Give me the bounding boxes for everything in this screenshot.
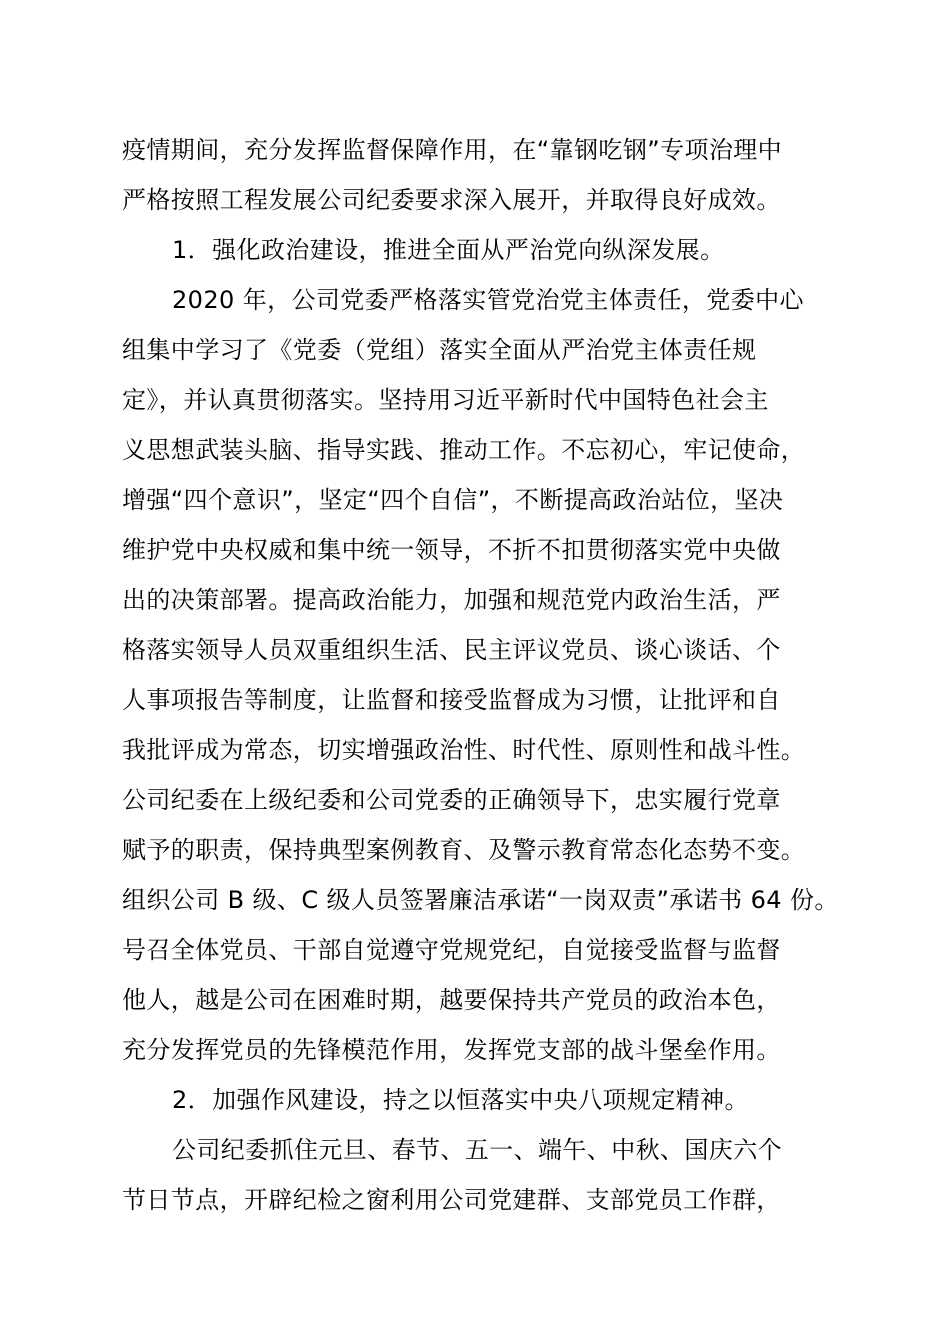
text-line: 他人，越是公司在困难时期，越要保持共产党员的政治本色， — [122, 986, 781, 1014]
text-line: 号召全体党员、干部自觉遵守党规党纪，自觉接受监督与监督 — [122, 936, 781, 964]
text-line: 公司纪委在上级纪委和公司党委的正确领导下，忠实履行党章 — [122, 786, 781, 814]
text-line: 增强“四个意识”，坚定“四个自信”，不断提高政治站位，坚决 — [122, 486, 784, 514]
text-line: 疫情期间，充分发挥监督保障作用，在“靠钢吃钢”专项治理中 — [122, 136, 783, 164]
section-heading-1: 1．强化政治建设，推进全面从严治党向纵深发展。 — [172, 236, 725, 264]
section-heading-2: 2．加强作风建设，持之以恒落实中央八项规定精神。 — [172, 1086, 749, 1114]
text-line: 格落实领导人员双重组织生活、民主评议党员、谈心谈话、个 — [122, 636, 781, 664]
text-line: 人事项报告等制度，让监督和接受监督成为习惯，让批评和自 — [122, 686, 781, 714]
text-line: 充分发挥党员的先锋模范作用，发挥党支部的战斗堡垒作用。 — [122, 1036, 781, 1064]
text-line: 节日节点，开辟纪检之窗利用公司党建群、支部党员工作群， — [122, 1186, 781, 1214]
text-line: 2020 年，公司党委严格落实管党治党主体责任，党委中心 — [172, 286, 804, 314]
text-line: 公司纪委抓住元旦、春节、五一、端午、中秋、国庆六个 — [172, 1136, 782, 1164]
text-line: 严格按照工程发展公司纪委要求深入展开，并取得良好成效。 — [122, 186, 781, 214]
text-line: 出的决策部署。提高政治能力，加强和规范党内政治生活，严 — [122, 586, 781, 614]
text-line: 维护党中央权威和集中统一领导，不折不扣贯彻落实党中央做 — [122, 536, 781, 564]
text-line: 我批评成为常态，切实增强政治性、时代性、原则性和战斗性。 — [122, 736, 806, 764]
text-line: 组集中学习了《党委（党组）落实全面从严治党主体责任规 — [122, 336, 757, 364]
text-line: 组织公司 B 级、C 级人员签署廉洁承诺“一岗双责”承诺书 64 份。 — [122, 886, 839, 914]
text-line: 定》，并认真贯彻落实。坚持用习近平新时代中国特色社会主 — [122, 386, 769, 414]
text-line: 义思想武装头脑、指导实践、推动工作。不忘初心，牢记使命， — [122, 436, 806, 464]
text-line: 赋予的职责，保持典型案例教育、及警示教育常态化态势不变。 — [122, 836, 806, 864]
